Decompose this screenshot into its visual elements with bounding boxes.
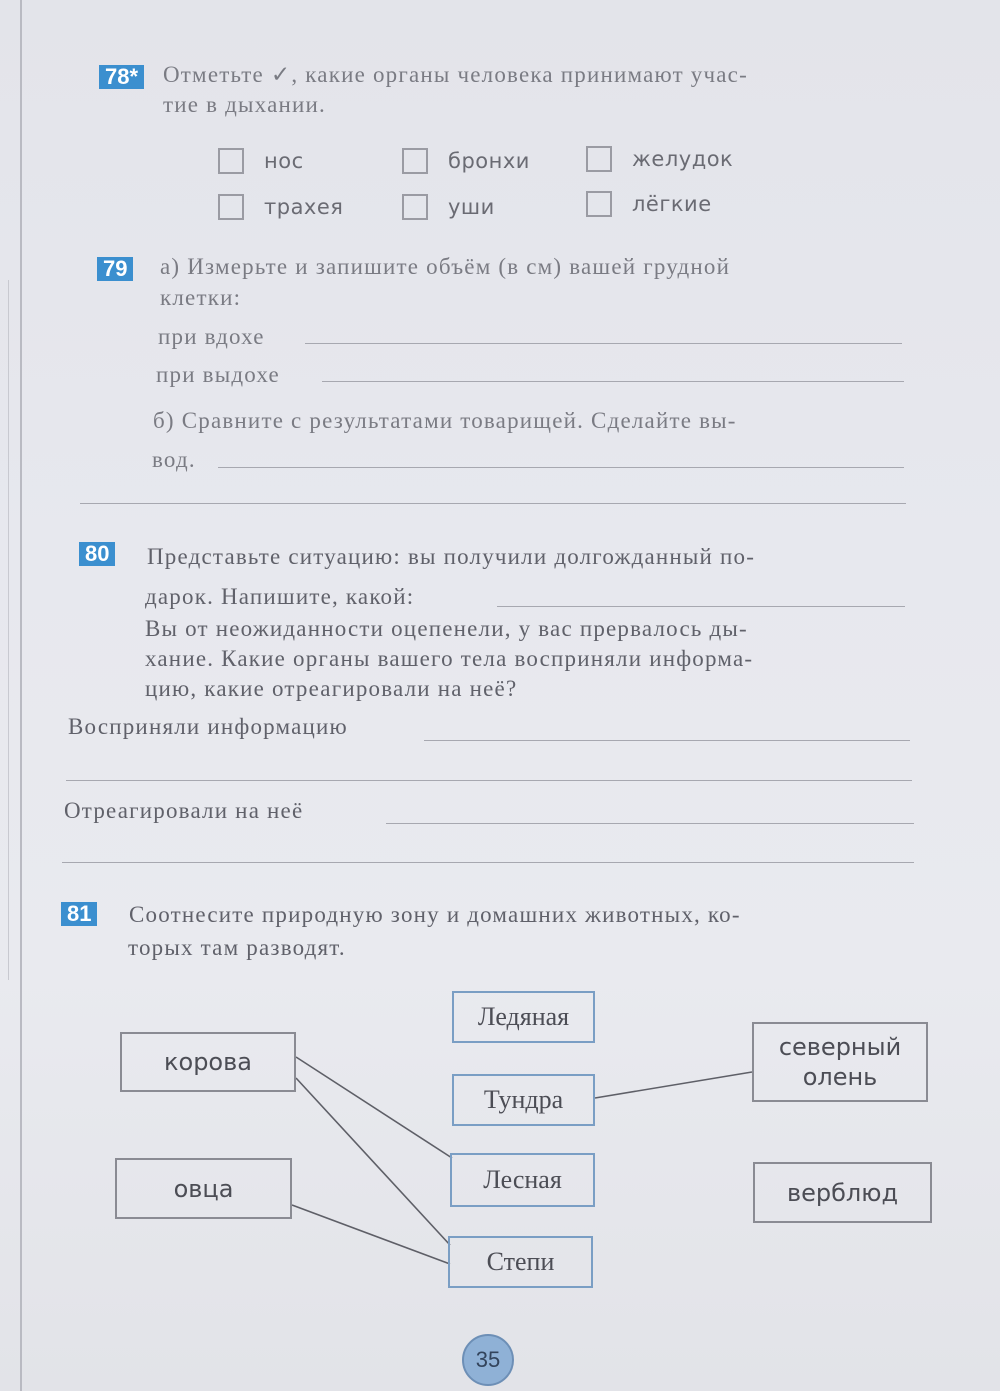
zone-box-forest[interactable]: Лесная — [450, 1153, 595, 1207]
checkbox-box[interactable] — [218, 148, 244, 174]
task-78-text-line1: Отметьте ✓, какие органы человека принимают учас- — [163, 62, 748, 87]
task-80-number: 80 — [79, 542, 115, 566]
animal-box-camel[interactable]: верблюд — [753, 1162, 932, 1223]
task-79-b-line2: вод. — [152, 447, 196, 472]
answer-line-perceived-1[interactable] — [424, 740, 910, 741]
answer-line-inhale[interactable] — [305, 343, 902, 344]
task-80-line1: Представьте ситуацию: вы получили долгожданный по- — [147, 544, 756, 569]
task-78-number: 78* — [99, 65, 144, 89]
checkbox-box[interactable] — [402, 194, 428, 220]
answer-line-conclusion-1[interactable] — [218, 467, 904, 468]
checkbox-option-trachea[interactable] — [218, 194, 343, 220]
animal-label-line1: северный — [778, 1033, 902, 1061]
task-79-a-line2: клетки: — [160, 285, 242, 310]
task-79-b-line1: б) Сравните с результатами товарищей. Сделайте вы- — [153, 408, 737, 433]
task-79-a-line1: а) Измерьте и запишите объём (в см) вашей грудной — [160, 254, 731, 279]
checkbox-box[interactable] — [586, 191, 612, 217]
connection-sheep-steppe — [292, 1205, 450, 1264]
task-81-line1: Соотнесите природную зону и домашних животных, ко- — [129, 902, 741, 927]
connection-cow-steppe — [296, 1078, 450, 1245]
checkbox-label: нос — [264, 149, 304, 173]
animal-box-reindeer[interactable] — [752, 1022, 928, 1102]
zone-box-tundra[interactable]: Тундра — [452, 1074, 595, 1126]
answer-line-gift[interactable] — [497, 606, 905, 607]
animal-label-line2: олень — [802, 1063, 878, 1091]
task-80-reacted-label: Отреагировали на неё — [64, 798, 304, 823]
checkbox-box[interactable] — [402, 148, 428, 174]
zone-box-ice[interactable]: Ледяная — [452, 991, 595, 1043]
checkbox-label: уши — [448, 195, 495, 219]
answer-line-perceived-2[interactable] — [66, 780, 912, 781]
animal-box-sheep[interactable]: овца — [115, 1158, 292, 1219]
checkbox-option-nose[interactable] — [218, 148, 304, 174]
checkbox-label: трахея — [264, 195, 344, 219]
task-80-line5: цию, какие отреагировали на неё? — [145, 676, 518, 701]
answer-line-reacted-1[interactable] — [386, 823, 914, 824]
task-78-text-line2: тие в дыхании. — [163, 92, 326, 117]
checkbox-option-ears[interactable] — [402, 194, 495, 220]
task-80-line2: дарок. Напишите, какой: — [145, 584, 415, 609]
answer-line-reacted-2[interactable] — [62, 862, 914, 863]
task-79-exhale-label: при выдохе — [156, 362, 280, 387]
checkbox-label: бронхи — [448, 149, 530, 173]
checkbox-label: желудок — [632, 147, 734, 171]
task-80-line4: хание. Какие органы вашего тела восприняли информа- — [145, 646, 754, 671]
connection-reindeer-tundra — [595, 1072, 752, 1098]
checkbox-option-bronchi[interactable] — [402, 148, 530, 174]
task-79-number: 79 — [97, 257, 133, 281]
task-80-line3: Вы от неожиданности оцепенели, у вас прервалось ды- — [145, 616, 748, 641]
answer-line-conclusion-2[interactable] — [80, 503, 906, 504]
checkbox-label: лёгкие — [632, 192, 712, 216]
checkbox-box[interactable] — [586, 146, 612, 172]
task-81-number: 81 — [61, 902, 97, 926]
animal-box-cow[interactable]: корова — [120, 1032, 296, 1092]
task-80-perceived-label: Восприняли информацию — [68, 714, 348, 739]
checkbox-option-stomach[interactable] — [586, 146, 733, 172]
task-81-line2: торых там разводят. — [128, 935, 346, 960]
task-79-inhale-label: при вдохе — [158, 324, 265, 349]
answer-line-exhale[interactable] — [322, 381, 904, 382]
checkbox-option-lungs[interactable] — [586, 191, 712, 217]
page-fold-line — [8, 280, 9, 980]
checkbox-box[interactable] — [218, 194, 244, 220]
page-margin-line — [20, 0, 22, 1391]
page-number: 35 — [462, 1334, 514, 1386]
connection-cow-forest — [296, 1057, 452, 1158]
zone-box-steppe[interactable]: Степи — [448, 1236, 593, 1288]
